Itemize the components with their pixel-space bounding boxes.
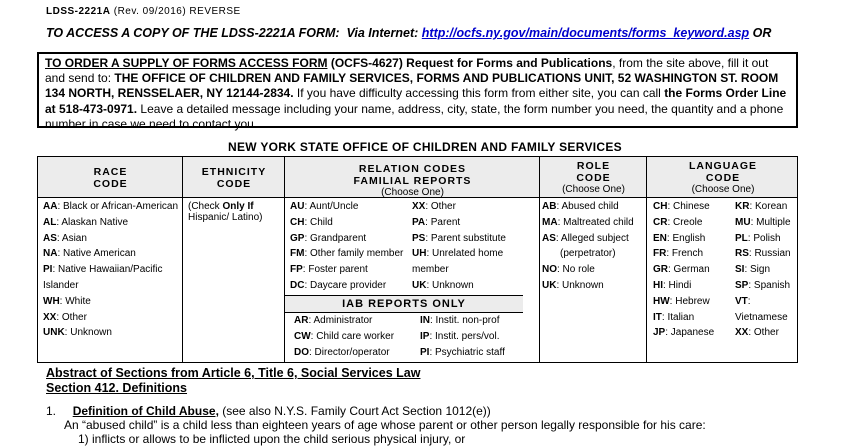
- abstract-line-2: Section 412. Definitions: [46, 381, 188, 395]
- code-entry: FP: Foster parent: [290, 264, 368, 276]
- code-entry: PI: Psychiatric staff: [420, 346, 505, 358]
- code-entry: IT: Italian: [653, 311, 695, 323]
- code-entry: CW: Child care worker: [294, 330, 395, 342]
- code-entry: EN: English: [653, 232, 706, 244]
- code-abbr: UH: [412, 248, 427, 260]
- code-entry: WH: White: [43, 295, 91, 307]
- forms-url-link[interactable]: http://ocfs.ny.gov/main/documents/forms_keyword.asp: [421, 26, 750, 40]
- code-abbr: SI: [735, 264, 745, 276]
- code-abbr: SP: [735, 279, 749, 291]
- code-abbr: XX: [412, 201, 426, 212]
- abstract-heading: [46, 366, 420, 396]
- definition-clause-1: 1) inflicts or allows to be inflicted upon the child serious physical injury, or: [78, 432, 466, 446]
- code-entry: CH: Chinese: [653, 201, 710, 212]
- code-entry: FR: French: [653, 248, 704, 260]
- code-abbr: RS: [735, 248, 749, 260]
- code-entry: DC: Daycare provider: [290, 279, 387, 291]
- code-entry: VT: Vietnamese: [735, 295, 788, 323]
- code-abbr: MU: [735, 216, 751, 228]
- code-entry: AB: Abused child: [542, 201, 619, 212]
- code-entry: IP: Instit. pers/vol.: [420, 330, 500, 342]
- code-entry: PS: Parent substitute: [412, 232, 506, 244]
- access-via: Via Internet:: [346, 26, 419, 40]
- code-entry: AU: Aunt/Uncle: [290, 201, 359, 212]
- code-entry: XX: Other: [735, 327, 779, 339]
- code-entry: AS: Alleged subject: [542, 232, 629, 244]
- order-title: TO ORDER A SUPPLY OF FORMS ACCESS FORM: [45, 56, 328, 70]
- code-entry: AL: Alaskan Native: [43, 216, 129, 228]
- role-header: ROLE CODE (Choose One): [562, 160, 625, 195]
- code-entry: AR: Administrator: [294, 315, 373, 326]
- code-abbr: XX: [735, 327, 749, 339]
- code-entry: XX: Other: [412, 201, 456, 212]
- code-entry: AA: Black or African-American: [43, 201, 179, 212]
- iab-reports-header: IAB REPORTS ONLY: [285, 295, 523, 313]
- iab-codes-right: [420, 313, 505, 360]
- code-entry: NA: Native American: [43, 248, 136, 260]
- code-entry: PI: Native Hawaiian/Pacific Islander: [43, 264, 163, 291]
- order-code: (OCFS-4627) Request for Forms and Publications: [330, 56, 613, 70]
- language-codes-right: [730, 199, 799, 341]
- codes-table: [37, 156, 798, 363]
- relation-codes-left: [285, 199, 407, 294]
- order-text-1: , from the site above, fill it out and send to:: [45, 56, 769, 86]
- code-entry: RS: Russian: [735, 248, 791, 260]
- code-entry: PL: Polish: [735, 232, 781, 244]
- code-abbr: EN: [653, 232, 667, 244]
- code-entry: MU: Multiple: [735, 216, 791, 228]
- code-entry: GR: German: [653, 264, 710, 276]
- code-entry: CH: Child: [290, 216, 333, 228]
- code-abbr: HI: [653, 279, 663, 291]
- code-abbr: UNK: [43, 327, 65, 339]
- order-phone: the Forms Order Line at 518-473-0971.: [45, 86, 787, 116]
- code-abbr: CH: [653, 201, 668, 212]
- definition-title: Definition of Child Abuse,: [72, 404, 219, 418]
- access-text: TO ACCESS A COPY OF THE LDSS-2221A FORM:: [46, 26, 340, 40]
- code-abbr: GP: [290, 232, 305, 244]
- code-abbr: IP: [420, 330, 430, 342]
- definition-heading: [46, 404, 491, 418]
- role-codes: [540, 199, 647, 294]
- code-abbr: NA: [43, 248, 58, 260]
- code-entry: XX: Other: [43, 311, 87, 323]
- form-rev: (Rev. 09/2016) REVERSE: [110, 6, 241, 17]
- code-entry: (perpetrator): [560, 248, 616, 260]
- code-entry: IN: Instit. non-prof: [420, 315, 500, 326]
- code-entry: SP: Spanish: [735, 279, 791, 291]
- code-abbr: NO: [542, 264, 557, 276]
- access-or: OR: [752, 26, 772, 40]
- ethnicity-header: ETHNICITY CODE: [201, 166, 267, 190]
- code-entry: JP: Japanese: [653, 327, 715, 339]
- code-entry: AS: Asian: [43, 232, 87, 244]
- code-abbr: CH: [290, 216, 305, 228]
- code-abbr: FP: [290, 264, 303, 276]
- code-abbr: UK: [412, 279, 427, 291]
- code-entry: MA: Maltreated child: [542, 216, 634, 228]
- code-abbr: GR: [653, 264, 668, 276]
- code-abbr: PL: [735, 232, 748, 244]
- code-abbr: WH: [43, 295, 60, 307]
- form-id: LDSS-2221A: [46, 6, 111, 17]
- agency-title: NEW YORK STATE OFFICE OF CHILDREN AND FAMILY SERVICES: [228, 140, 622, 154]
- code-entry: KR: Korean: [735, 201, 788, 212]
- code-abbr: FM: [290, 248, 305, 260]
- code-abbr: CW: [294, 330, 311, 342]
- code-entry: CR: Creole: [653, 216, 703, 228]
- code-entry: UNK: Unknown: [43, 327, 112, 339]
- code-abbr: AB: [542, 201, 557, 212]
- relation-header: RELATION CODES FAMILIAL REPORTS (Choose One): [353, 163, 472, 198]
- race-codes: [38, 199, 183, 341]
- code-abbr: VT: [735, 295, 748, 307]
- code-entry: HW: Hebrew: [653, 295, 710, 307]
- order-text-2: If you have difficulty accessing this form from either site, you can call: [296, 86, 661, 101]
- code-abbr: MA: [542, 216, 558, 228]
- code-entry: SI: Sign: [735, 264, 771, 276]
- language-header: LANGUAGE CODE (Choose One): [688, 160, 758, 195]
- code-abbr: DC: [290, 279, 305, 291]
- code-abbr: AA: [43, 201, 58, 212]
- code-abbr: FR: [653, 248, 667, 260]
- code-entry: DO: Director/operator: [294, 346, 390, 358]
- code-abbr: IN: [420, 315, 430, 326]
- code-entry: PA: Parent: [412, 216, 461, 228]
- order-text-3: Leave a detailed message including your name, address, city, state, the form number you need, the quantity and a phone number in case we need to contact you.: [45, 101, 784, 131]
- code-entry: GP: Grandparent: [290, 232, 367, 244]
- code-abbr: AS: [542, 232, 556, 244]
- code-abbr: KR: [735, 201, 750, 212]
- code-abbr: JP: [653, 327, 666, 339]
- code-abbr: HW: [653, 295, 670, 307]
- code-abbr: CR: [653, 216, 668, 228]
- code-abbr: AS: [43, 232, 57, 244]
- code-abbr: XX: [43, 311, 57, 323]
- iab-codes-left: [294, 313, 394, 360]
- code-entry: NO: No role: [542, 264, 595, 276]
- abstract-line-1: Abstract of Sections from Article 6, Title 6, Social Services Law: [46, 366, 421, 380]
- code-abbr: AR: [294, 315, 309, 326]
- code-abbr: PI: [43, 264, 53, 276]
- code-abbr: AU: [290, 201, 305, 212]
- code-abbr: AL: [43, 216, 57, 228]
- code-entry: UK: Unknown: [412, 279, 474, 291]
- code-abbr: PI: [420, 346, 430, 358]
- definition-ref: (see also N.Y.S. Family Court Act Section 1012(e)): [218, 404, 491, 418]
- code-entry: HI: Hindi: [653, 279, 692, 291]
- code-abbr: IT: [653, 311, 662, 323]
- code-entry: FM: Other family member: [290, 248, 404, 260]
- code-abbr: PS: [412, 232, 426, 244]
- code-entry: UK: Unknown: [542, 279, 604, 291]
- definition-text: An “abused child” is a child less than eighteen years of age whose parent or other person legally responsible for his care:: [64, 418, 706, 432]
- code-entry: UH: Unrelated home member: [412, 248, 504, 276]
- code-abbr: PA: [412, 216, 426, 228]
- code-abbr: UK: [542, 279, 557, 291]
- order-forms-box: [37, 52, 798, 131]
- order-address: THE OFFICE OF CHILDREN AND FAMILY SERVICES, FORMS AND PUBLICATIONS UNIT, 52 WASHINGTON ST. ROOM 134 NORTH, RENSSELAER, NY 12144-2834.: [45, 71, 779, 101]
- ethnicity-note: (Check Only If Hispanic/ Latino): [188, 201, 263, 223]
- race-header: RACE CODE: [93, 166, 128, 190]
- form-revision-header: [46, 6, 241, 17]
- code-abbr: DO: [294, 346, 309, 358]
- relation-codes-right: [407, 199, 540, 294]
- definition-number: 1.: [46, 404, 57, 418]
- access-instructions: [46, 26, 771, 40]
- language-codes-left: [647, 199, 727, 341]
